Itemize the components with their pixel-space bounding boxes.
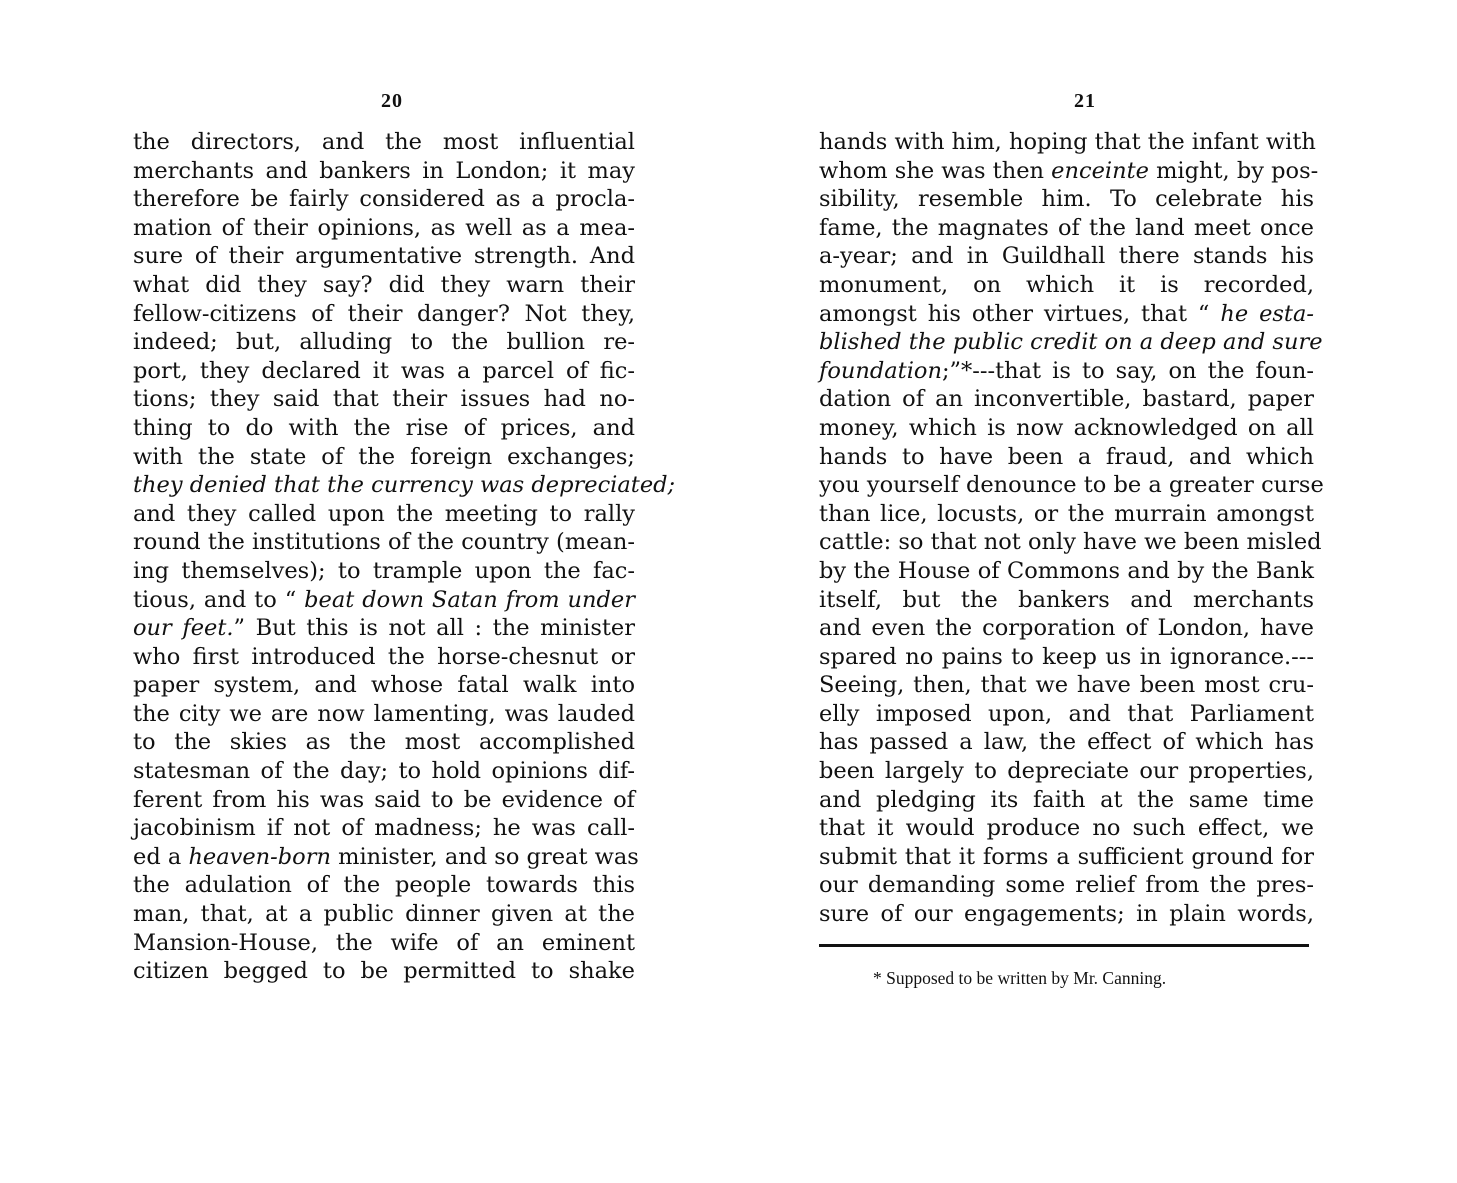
text-line [819, 214, 1314, 243]
text-run: sure of our engagements; in plain words, [819, 901, 1314, 928]
text-run: by the House of Commons and by the Bank [819, 557, 1314, 584]
text-line [819, 728, 1314, 757]
text-line [133, 157, 635, 186]
text-run: dation of an inconvertible, bastard, paper [819, 386, 1314, 413]
text-line [133, 443, 635, 472]
text-line [819, 557, 1314, 586]
text-run: money, which is now acknowledged on all [819, 414, 1314, 441]
text-line [819, 786, 1314, 815]
text-line [819, 500, 1314, 529]
text-line [133, 557, 635, 586]
italic-text: beat down Satan from under [304, 586, 635, 613]
text-line [819, 157, 1319, 186]
text-line [819, 614, 1314, 643]
text-line [133, 671, 635, 700]
footnote: * Supposed to be written by Mr. Canning. [873, 968, 1167, 988]
text-line [819, 586, 1314, 615]
text-run: cattle: so that not only have we been misled [819, 529, 1322, 556]
text-line [819, 385, 1314, 414]
text-run: who first introduced the horse-chesnut or [133, 643, 635, 670]
text-run: that it would produce no such effect, we [819, 815, 1314, 842]
text-run: submit that it forms a sufficient ground for [819, 843, 1314, 870]
text-line [819, 300, 1314, 329]
text-run: fame, the magnates of the land meet once [819, 214, 1314, 241]
text-run: spared no pains to keep us in ignorance.--- [819, 643, 1314, 670]
text-run: with the state of the foreign exchanges; [133, 443, 635, 470]
text-run: sibility, resemble him. To celebrate his [819, 186, 1314, 213]
text-line [133, 328, 635, 357]
text-run: itself, but the bankers and merchants [819, 586, 1314, 613]
text-run: might, by pos- [1148, 157, 1319, 184]
text-line [819, 671, 1314, 700]
text-line [133, 271, 635, 300]
text-run: tions; they said that their issues had no- [133, 386, 635, 413]
text-line [133, 471, 676, 500]
body-text [133, 128, 676, 986]
text-line [819, 271, 1314, 300]
text-line [133, 929, 635, 958]
text-line [133, 185, 635, 214]
text-line [819, 357, 1314, 386]
text-run: elly imposed upon, and that Parliament [819, 700, 1314, 727]
text-line [133, 357, 635, 386]
text-run: tious, and to “ [133, 586, 305, 613]
text-run: citizen begged to be permitted to shake [133, 958, 635, 985]
text-line [819, 128, 1314, 157]
text-run: port, they declared it was a parcel of fic- [133, 357, 635, 384]
text-line [819, 757, 1314, 786]
text-run: the adulation of the people towards this [133, 872, 635, 899]
text-run: and they called upon the meeting to rally [133, 500, 635, 527]
text-run: a-year; and in Guildhall there stands his [819, 243, 1314, 270]
text-run: has passed a law, the effect of which has [819, 729, 1314, 756]
italic-text: they denied that the currency was depreciated; [133, 472, 676, 499]
text-line [133, 957, 635, 986]
text-run: the city we are now lamenting, was lauded [133, 700, 635, 727]
text-run: statesman of the day; to hold opinions dif- [133, 758, 635, 785]
text-run: merchants and bankers in London; it may [133, 157, 635, 184]
footnote-divider [819, 944, 1309, 947]
text-line [819, 843, 1314, 872]
text-line [819, 900, 1314, 929]
text-run: and even the corporation of London, have [819, 615, 1314, 642]
text-line [133, 728, 635, 757]
text-line [133, 757, 635, 786]
text-run: mation of their opinions, as well as a mea- [133, 214, 635, 241]
text-run: indeed; but, alluding to the bullion re- [133, 329, 635, 356]
text-run: monument, on which it is recorded, [819, 271, 1314, 298]
text-line [133, 242, 635, 271]
text-run: minister, and so great was [330, 843, 639, 870]
text-line [133, 414, 635, 443]
text-line [133, 786, 635, 815]
text-line [133, 871, 635, 900]
italic-text: blished the public credit on a deep and sure [819, 329, 1323, 356]
right-page [728, 0, 1457, 1183]
italic-text: he esta- [1220, 300, 1314, 327]
text-line [819, 871, 1314, 900]
text-run: man, that, at a public dinner given at the [133, 901, 635, 928]
text-line [819, 700, 1314, 729]
text-line [133, 128, 635, 157]
text-run: to the skies as the most accomplished [133, 729, 635, 756]
text-run: you yourself denounce to be a greater curse [819, 472, 1324, 499]
text-run: ferent from his was said to be evidence of [133, 786, 635, 813]
text-line [819, 643, 1314, 672]
text-run: Mansion-House, the wife of an eminent [133, 929, 635, 956]
text-run: amongst his other virtues, that “ [819, 300, 1221, 327]
text-line [819, 471, 1324, 500]
italic-text: heaven-born [188, 843, 331, 870]
text-line [133, 214, 635, 243]
text-run: hands to have been a fraud, and which [819, 443, 1314, 470]
italic-text: our feet. [133, 615, 234, 642]
text-line [819, 528, 1322, 557]
text-line [819, 814, 1314, 843]
text-line [133, 900, 635, 929]
text-run: what did they say? did they warn their [133, 271, 635, 298]
text-run: whom she was then [819, 157, 1052, 184]
page-number: 20 [381, 90, 403, 112]
text-line [133, 700, 635, 729]
text-run: and pledging its faith at the same time [819, 786, 1314, 813]
text-run: Seeing, then, that we have been most cru- [819, 672, 1314, 699]
text-run: fellow-citizens of their danger? Not they, [133, 300, 635, 327]
text-run: the directors, and the most influential [133, 129, 635, 155]
text-line [133, 843, 639, 872]
text-line [819, 242, 1314, 271]
text-line [133, 528, 635, 557]
text-run: ;”*---that is to say, on the foun- [941, 357, 1314, 384]
text-run: therefore be fairly considered as a procla- [133, 186, 635, 213]
text-run: been largely to depreciate our properties, [819, 758, 1314, 785]
text-run: ed a [133, 843, 189, 870]
text-line [819, 185, 1314, 214]
text-run: jacobinism if not of madness; he was call- [133, 815, 635, 842]
body-text [819, 128, 1324, 929]
text-line [819, 443, 1314, 472]
text-run: ing themselves); to trample upon the fac- [133, 557, 635, 584]
text-run: thing to do with the rise of prices, and [133, 414, 635, 441]
italic-text: foundation [819, 357, 942, 384]
text-run: hands with him, hoping that the infant with [819, 129, 1316, 155]
text-line [819, 414, 1314, 443]
text-run: round the institutions of the country (mean- [133, 529, 635, 556]
text-line [819, 328, 1323, 357]
text-line [133, 643, 635, 672]
text-line [133, 814, 635, 843]
page-number: 21 [1074, 90, 1096, 112]
text-run: sure of their argumentative strength. And [133, 243, 635, 270]
left-page [0, 0, 728, 1183]
text-run: than lice, locusts, or the murrain amongst [819, 500, 1314, 527]
text-line [133, 500, 635, 529]
text-line [133, 614, 635, 643]
text-line [133, 586, 635, 615]
italic-text: enceinte [1051, 157, 1149, 184]
text-run: paper system, and whose fatal walk into [133, 672, 635, 699]
text-line [133, 385, 635, 414]
text-line [133, 300, 635, 329]
text-run: ” But this is not all : the minister [233, 615, 635, 642]
text-run: our demanding some relief from the pres- [819, 872, 1314, 899]
